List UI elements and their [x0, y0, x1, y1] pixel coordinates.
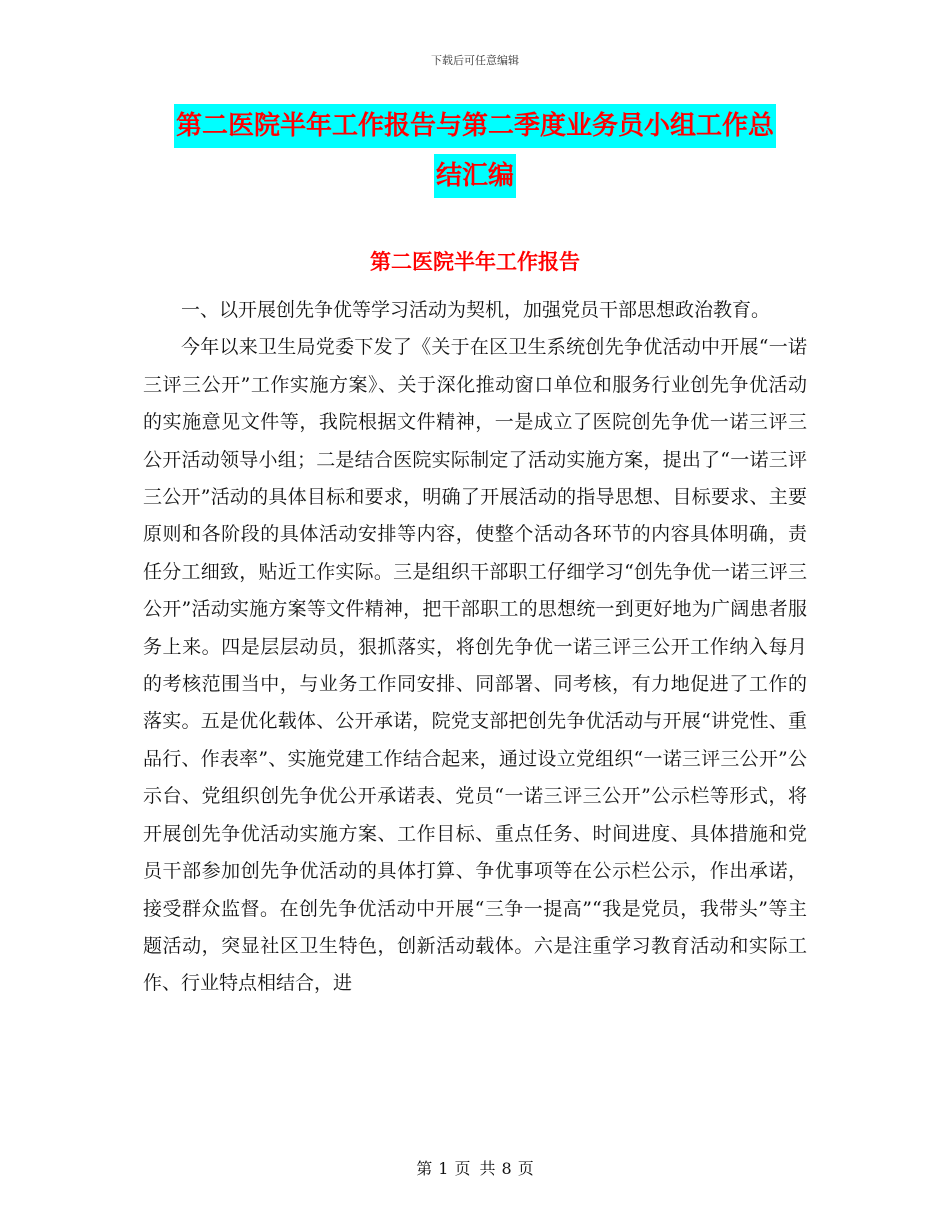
page-header: 下载后可任意编辑	[431, 54, 519, 67]
document-title	[0, 104, 950, 198]
page-number: 1	[438, 1159, 449, 1178]
body-text	[143, 292, 807, 1003]
page-footer	[0, 1156, 950, 1179]
page-footer-suffix: 页	[517, 1159, 534, 1178]
document-title-line-2: 结汇编	[434, 154, 516, 198]
paragraph: 一、以开展创先争优等学习活动为契机，加强党员干部思想政治教育。	[181, 299, 771, 321]
page-total: 8	[501, 1159, 512, 1178]
paragraph: 今年以来卫生局党委下发了《关于在区卫生系统创先争优活动中开展“一诺三评三公开”工作实施方案》、关于深化推动窗口单位和服务行业创先争优活动的实施意见文件等，我院根据文件精神，一是成立了医院创先争优一诺三评三公开活动领导小组；二是结合医院实际制定了活动实施方案，提出了“一诺三评三公开”活动的具体目标和要求，明确了开展活动的指导思想、目标要求、主要原则和各阶段的具体活动安排等内容，使整个活动各环节的内容具体明确，责任分工细致，贴近工作实际。三是组织干部职工仔细学习“创先争优一诺三评三公开”活动实施方案等文件精神，把干部职工的思想统一到更好地为广阔患者服务上来。四是层层动员，狠抓落实，将创先争优一诺三评三公开工作纳入每月的考核范围当中，与业务工作同安排、同部署、同考核，有力地促进了工作的落实。五是优化载体、公开承诺，院党支部把创先争优活动与开展“讲党性、重品行、作表率”、实施党建工作结合起来，通过设立党组织“一诺三评三公开”公示台、党组织创先争优公开承诺表、党员“一诺三评三公开”公示栏等形式，将开展创先争优活动实施方案、工作目标、重点任务、时间进度、具体措施和党员干部参加创先争优活动的具体打算、争优事项等在公示栏公示，作出承诺，接受群众监督。在创先争优活动中开展“三争一提高”“我是党员，我带头”等主题活动，突显社区卫生特色，创新活动载体。六是注重学习教育活动和实际工作、行业特点相结合，进	[143, 336, 807, 995]
section-title: 第二医院半年工作报告	[370, 249, 580, 274]
document-title-line-1: 第二医院半年工作报告与第二季度业务员小组工作总	[174, 104, 776, 148]
page-footer-prefix: 第	[416, 1159, 433, 1178]
page-footer-mid: 页 共	[454, 1159, 496, 1178]
